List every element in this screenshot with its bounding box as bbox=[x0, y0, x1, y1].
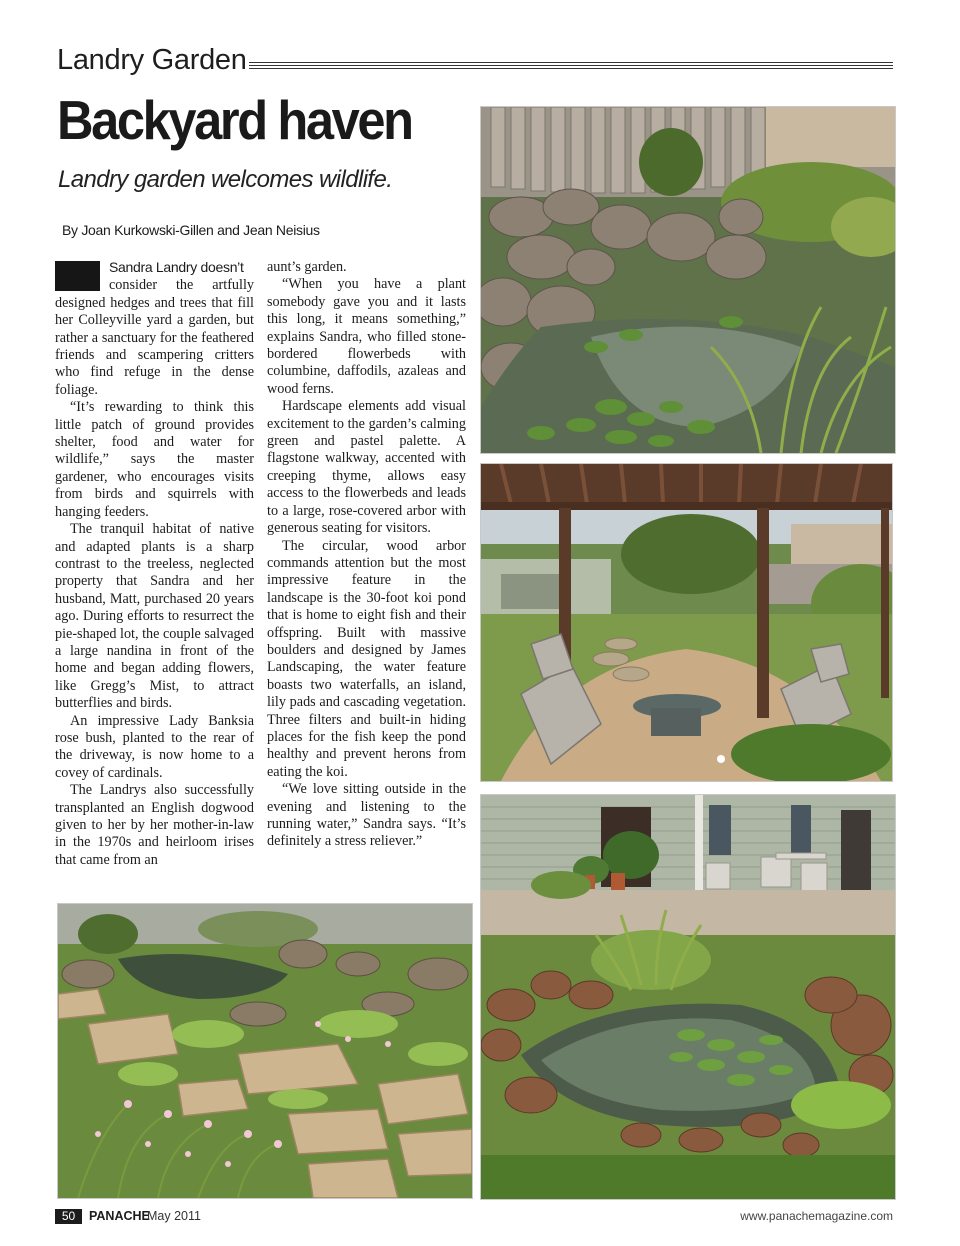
section-header bbox=[57, 44, 893, 84]
koi-pond-photo bbox=[480, 106, 896, 454]
section-title: Landry Garden bbox=[57, 44, 247, 76]
flagstone-path-photo bbox=[57, 903, 473, 1199]
paragraph: “It’s rewarding to think this little patch of ground provides shelter, food and water for wildlife,” says the master gardener, who encourages visits from birds and squirrels with hanging feeders. bbox=[55, 399, 254, 520]
website-url: www.panachemagazine.com bbox=[740, 1209, 893, 1223]
paragraph: “When you have a plant somebody gave you and it lasts this long, it means something,” explains Sandra, who filled stone-bordered flowerbeds with columbine, daffodils, azaleas and wood ferns. bbox=[267, 276, 466, 397]
paragraph: Hardscape elements add visual excitement to the garden’s calming green and pastel palette. A flagstone walkway, accented with creeping thyme, allows easy access to the flowerbeds and leads to a large, rose-covered arbor with generous seating for visitors. bbox=[267, 398, 466, 537]
page-footer bbox=[55, 1208, 893, 1226]
headline: Backyard haven bbox=[57, 89, 412, 151]
arbor-seating-photo bbox=[480, 463, 893, 782]
paragraph: The Landrys also successfully transplanted an English dogwood given to her by her mother-in-law in the 1970s and heirloom irises that came from an bbox=[55, 782, 254, 868]
deck: Landry garden welcomes wildlife. bbox=[58, 166, 393, 193]
header-rule bbox=[249, 68, 893, 69]
paragraph: An impressive Lady Banksia rose bush, planted to the rear of the driveway, is now home to a covey of cardinals. bbox=[55, 712, 254, 781]
paragraph-text: consider the artfully designed hedges and trees that fill her Colleyville yard a garden, but rather a sanctuary for the feathered friends and scampering critters who find refuge in the dense foliage. bbox=[55, 277, 254, 398]
header-rule bbox=[249, 62, 893, 63]
page-number: 50 bbox=[55, 1209, 82, 1224]
house-patio-pond-photo bbox=[480, 794, 896, 1200]
byline: By Joan Kurkowski-Gillen and Jean Neisius bbox=[62, 222, 320, 238]
issue-date: May 2011 bbox=[147, 1209, 201, 1223]
paragraph bbox=[55, 259, 254, 399]
lead-in: Sandra Landry doesn’t bbox=[109, 259, 244, 275]
header-rule bbox=[249, 65, 893, 66]
paragraph: “We love sitting outside in the evening and listening to the running water,” Sandra says. “It’s definitely a stress reliever.” bbox=[267, 781, 466, 850]
article-column-1 bbox=[55, 259, 254, 869]
drop-cap-block bbox=[55, 261, 100, 291]
paragraph: The tranquil habitat of native and adapted plants is a sharp contrast to the treeless, neglected property that Sandra and her husband, Matt, purchased 20 years ago. During efforts to resurrect the pie-shaped lot, the couple salvaged a large nandina in front of the home and began adding flowers, like Gregg’s Mist, to attract butterflies and birds. bbox=[55, 521, 254, 712]
paragraph: aunt’s garden. bbox=[267, 259, 347, 275]
magazine-name: PANACHE bbox=[89, 1209, 150, 1223]
article-column-2 bbox=[267, 259, 466, 851]
paragraph: The circular, wood arbor commands attention but the most impressive feature in the landscape is the 30-foot koi pond that is home to eight fish and their offspring. Built with massive boulders and designed by James Landscaping, the water feature boasts two waterfalls, an island, lily pads and cascading vegetation. Three filters and built-in hiding places for the fish keep the pond healthy and prevent herons from eating the koi. bbox=[267, 537, 466, 780]
